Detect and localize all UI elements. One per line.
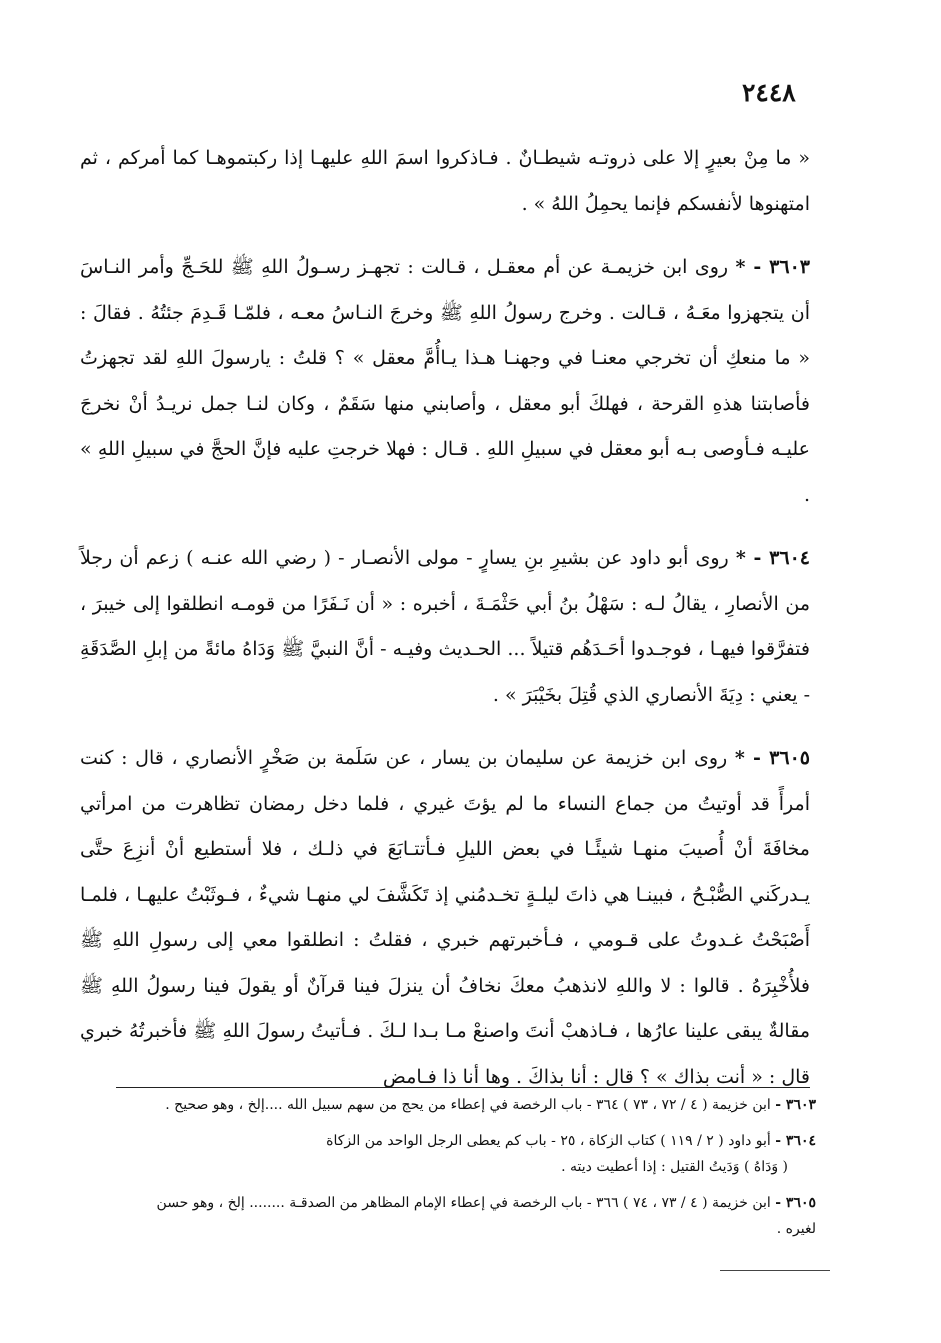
hadith-paragraph (80, 536, 810, 718)
hadith-paragraph (80, 736, 810, 1100)
footnote-text: ابن خزيمة ( ٤ / ٧٣ ، ٧٤ ) ٣٦٦ - باب الرخصة في إعطاء الإمام المظاهر من الصدقـة ........ إلخ ، وهو حسن (156, 1195, 771, 1211)
footnote (116, 1128, 816, 1180)
hadith-number: ٣٦٠٣ - * (735, 256, 810, 278)
footnote-number: ٣٦٠٣ - (775, 1097, 816, 1113)
hadith-number: ٣٦٠٤ - * (735, 547, 810, 569)
paragraph-text: روى ابن خزيمـة عن أم معقـل ، قـالت : تجهـز رسـولُ اللهِ ﷺ للحَـجِّ وأمر النـاسَ أن يتجهزوا معَـهُ ، قـالت . وخرج رسولُ اللهِ ﷺ وخرجَ النـاسُ معـه ، فلمّـا قَـدِمَ جئتُهُ . فقالَ : « ما منعكِ أن تخرجي معنـا في وجهنـا هـذا يـاأُمَّ معقل » ؟ قلتُ : يارسولَ اللهِ لقد تجهزتُ فأصابتنا هذهِ القرحة ، فهلكَ أبو معقل ، وأصابني منها سَقَمٌ ، وكان لنـا جمل نريـدُ أنْ نخرجَ عليـه فـأوصى بـه أبو معقل في سبيلِ اللهِ . قـال : فهلا خرجتِ عليه فإنَّ الحجَّ في سبيلِ اللهِ » . (80, 256, 810, 506)
footnote-divider (116, 1087, 810, 1088)
footnotes (116, 1092, 816, 1252)
paragraph-text: روى ابن خزيمة عن سليمان بن يسار ، عن سَلَمة بن صَخْرٍ الأنصاري ، قال : كنت أمرأً قد أوتيتُ من جماع النساء ما لم يؤتَ غيري ، فلما دخل رمضان تظاهرت من امرأتي مخافَةَ أنْ أُصيبَ منهـا شيئًـا في بعض الليلِ فـأتتـابَعَ في ذلـك ، فلا أستطيع أنْ أنزِعَ حتَّى يـدركَني الصُّبْـحُ ، فبينـا هي ذاتَ ليلـةٍ تخـدمُني إذ تَكَشَّفَ لي منهـا شيءٌ ، فـوثَبْتُ عليهـا ، فلمـا أَصْبَحْتُ غـدوتُ على قـومي ، فـأخبرتهم خبري ، فقلتُ : انطلقوا معي إلى رسولِ اللهِ ﷺ فلأُخْبِرَهُ . قالوا : لا واللهِ لانذهبُ معكَ نخافُ أن ينزلَ فينا قرآنٌ أو يقولَ فينا رسولُ اللهِ ﷺ مقالةٌ يبقى علينا عارُها ، فـاذهبْ أنتَ واصنعْ مـا بـدا لـكَ . فـأتيتُ رسولَ اللهِ ﷺ فأخبرتُهُ خبري قال : « أنت بذاك » ؟ قال : أنا بذاكَ . وها أنا ذا فـامض (80, 747, 810, 1088)
footnote-number: ٣٦٠٥ - (775, 1195, 816, 1211)
hadith-paragraph (80, 136, 810, 227)
footnote-number: ٣٦٠٤ - (775, 1133, 816, 1149)
footnote-continuation: لغيره . (776, 1221, 816, 1237)
footnote-note: ( وَدَاهُ ) وَدَيتُ القتيل : إذا أعطيت ديته . (561, 1159, 788, 1175)
paragraph-text: « ما مِنْ بعيرٍ إلا على ذروتـه شيطـانٌ . فـاذكروا اسمَ اللهِ عليهـا إذا ركبتموهـا كما أمركم ، ثم امتهنوها لأنفسكم فإنما يحمِلُ اللهُ » . (80, 147, 810, 215)
paragraph-text: روى أبو داود عن بشيرِ بنِ يسارٍ - مولى الأنصـار - ( رضي الله عنـه ) زعم أن رجلاً من الأنصارِ ، يقالُ لـه : سَهْلُ بنُ أبي حَثْمَـةَ ، أخبره : « أن نَـفَرًا من قومـه انطلقوا إلى خيبرَ ، فتفرَّقوا فيهـا ، فوجـدوا أحَـدَهُم قتيلاً ... الحـديث وفيـه - أنَّ النبيَّ ﷺ وَدَاهُ مائةً من إبلِ الصَّدَقَةِ - يعني : دِيَةَ الأنصاري الذي قُتِلَ بخَيْبَرَ » . (80, 547, 810, 706)
main-text (80, 136, 810, 1118)
hadith-paragraph (80, 245, 810, 518)
hadith-number: ٣٦٠٥ - * (734, 747, 810, 769)
footnote-text: ابن خزيمة ( ٤ / ٧٢ ، ٧٣ ) ٣٦٤ - باب الرخصة في إعطاء من يحج من سهم سبيل الله ....إلخ ، وهو صحيح . (165, 1097, 771, 1113)
page-number: ٢٤٤٨ (742, 78, 796, 107)
footnote (116, 1092, 816, 1118)
end-divider (720, 1270, 830, 1271)
footnote (116, 1190, 816, 1242)
footnote-text: أبو داود ( ٢ / ١١٩ ) كتاب الزكاة ، ٢٥ - باب كم يعطى الرجل الواحد من الزكاة (326, 1133, 771, 1149)
